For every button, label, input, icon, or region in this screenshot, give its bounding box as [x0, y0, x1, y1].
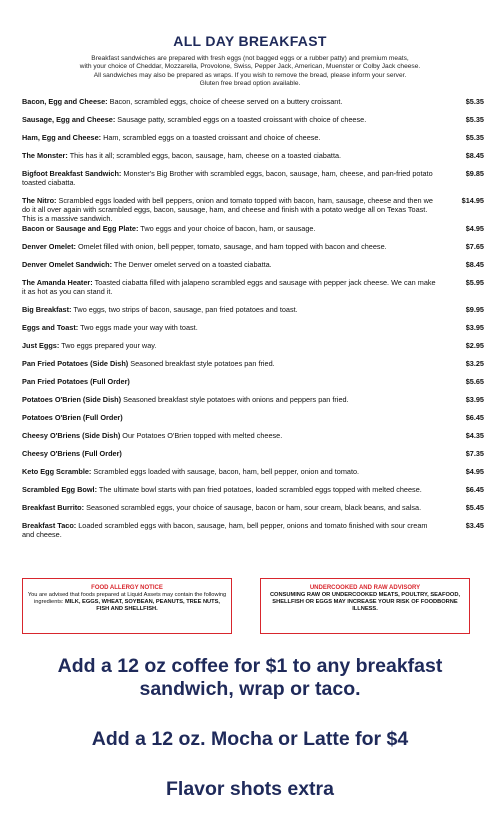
- menu-item-description: [22, 521, 440, 539]
- menu-item-name: The Nitro:: [22, 196, 57, 205]
- menu-item-description: [22, 224, 440, 233]
- menu-item-price: $7.35: [465, 449, 484, 458]
- menu-item-price: $9.85: [465, 169, 484, 178]
- menu-item-text: Bacon, scrambled eggs, choice of cheese served on a buttery croissant.: [107, 97, 343, 106]
- menu-item-description: [22, 97, 440, 106]
- menu-item-name: Bacon, Egg and Cheese:: [22, 97, 108, 106]
- menu-item-text: Scrambled eggs loaded with bell peppers, onion and tomato topped with bacon, ham, sausage, cheese and then we do it all over again with scrambled eggs, bacon, sausage, ham, and cheese and finish with a potato wedge all on Texas Toast. This is a massive sandwich.: [22, 196, 433, 223]
- allergy-text-bold: MILK, EGGS, WHEAT, SOYBEAN, PEANUTS, TREE NUTS, FISH AND SHELLFISH.: [64, 599, 221, 613]
- menu-item-price: $5.35: [465, 115, 484, 124]
- food-allergy-notice: [22, 578, 232, 634]
- menu-item: [22, 503, 484, 512]
- menu-item-text: Our Potatoes O'Brien topped with melted cheese.: [120, 431, 283, 440]
- menu-item: [22, 260, 484, 269]
- menu-item-name: Denver Omelet Sandwich:: [22, 260, 113, 269]
- menu-item-text: Two eggs, two strips of bacon, sausage, pan fried potatoes and toast.: [71, 305, 298, 314]
- menu-item-text: Seasoned scrambled eggs, your choice of sausage, bacon or ham, sour cream, black beans, and salsa.: [84, 503, 422, 512]
- menu-item-description: [22, 278, 440, 296]
- menu-item-text: The Denver omelet served on a toasted ciabatta.: [112, 260, 272, 269]
- coffee-promo: Add a 12 oz coffee for $1 to any breakfast sandwich, wrap or taco.: [57, 655, 443, 700]
- menu-item: [22, 449, 484, 458]
- menu-item-description: [22, 413, 440, 422]
- menu-item-name: The Amanda Heater:: [22, 278, 93, 287]
- menu-item-price: $14.95: [461, 196, 484, 205]
- menu-item-name: Big Breakfast:: [22, 305, 72, 314]
- menu-item-name: Scrambled Egg Bowl:: [22, 485, 98, 494]
- menu-item-price: $5.65: [465, 377, 484, 386]
- menu-item-price: $9.95: [465, 305, 484, 314]
- menu-item-text: This has it all; scrambled eggs, bacon, sausage, ham, cheese on a toasted ciabatta.: [67, 151, 342, 160]
- menu-item-price: $3.95: [465, 395, 484, 404]
- intro-line: Gluten free bread option available.: [199, 79, 301, 87]
- menu-item: [22, 341, 484, 350]
- menu-item-price: $3.25: [465, 359, 484, 368]
- menu-item-text: Scrambled eggs loaded with sausage, bacon, ham, bell pepper, onion and tomato.: [91, 467, 360, 476]
- menu-item-price: $6.45: [465, 413, 484, 422]
- menu-item-name: Eggs and Toast:: [22, 323, 79, 332]
- menu-item-text: Monster's Big Brother with scrambled eggs, bacon, sausage, ham, cheese, and pan-fried potato toasted ciabatta.: [22, 169, 433, 187]
- menu-item-price: $4.95: [465, 224, 484, 233]
- menu-item-description: [22, 323, 440, 332]
- menu-item-description: [22, 359, 440, 368]
- raw-title: UNDERCOOKED AND RAW ADVISORY: [309, 585, 421, 591]
- menu-item: [22, 485, 484, 494]
- menu-item-description: [22, 485, 440, 494]
- menu-item-description: [22, 431, 440, 440]
- menu-item-text: Two eggs prepared your way.: [59, 341, 157, 350]
- menu-item-description: [22, 449, 440, 458]
- menu-item-description: [22, 151, 440, 160]
- menu-item-price: $6.45: [465, 485, 484, 494]
- menu-item-text: Toasted ciabatta filled with jalapeno scrambled eggs and sausage with pepper jack cheese. We can make it as hot as you can stand it.: [22, 278, 436, 296]
- menu-item: [22, 169, 484, 187]
- menu-item-description: [22, 395, 440, 404]
- intro-line: Breakfast sandwiches are prepared with fresh eggs (not bagged eggs or a rubber patty) and premium meats,: [91, 55, 409, 62]
- menu-item-text: Seasoned breakfast style potatoes with onions and peppers pan fried.: [121, 395, 349, 404]
- menu-item: [22, 196, 484, 223]
- menu-item: [22, 224, 484, 233]
- menu-item-price: $4.35: [465, 431, 484, 440]
- menu-item-price: $5.95: [465, 278, 484, 287]
- menu-item-description: [22, 503, 440, 512]
- menu-item-price: $5.45: [465, 503, 484, 512]
- menu-item-name: Pan Fried Potatoes (Side Dish): [22, 359, 129, 368]
- menu-item-text: Two eggs and your choice of bacon, ham, or sausage.: [138, 224, 316, 233]
- allergy-text: [27, 592, 227, 613]
- raw-advisory-notice: [260, 578, 470, 634]
- menu-item: [22, 521, 484, 539]
- menu-item-description: [22, 169, 440, 187]
- menu-item-text: The ultimate bowl starts with pan fried potatoes, loaded scrambled eggs topped with melted cheese.: [97, 485, 422, 494]
- page-title: ALL DAY BREAKFAST: [173, 33, 327, 49]
- menu-item: [22, 151, 484, 160]
- menu-item-name: Breakfast Burrito:: [22, 503, 85, 512]
- menu-item: [22, 431, 484, 440]
- intro-line: All sandwiches may also be prepared as wraps. If you wish to remove the bread, please inform your server.: [93, 71, 407, 79]
- menu-item: [22, 413, 484, 422]
- menu-item-text: Two eggs made your way with toast.: [78, 323, 198, 332]
- intro-line: with your choice of Cheddar, Mozzarella, Provolone, Swiss, Pepper Jack, American, Muenster or Colby Jack cheese.: [79, 63, 421, 71]
- menu-item-name: Cheesy O'Briens (Side Dish): [22, 431, 121, 440]
- raw-text: CONSUMING RAW OR UNDERCOOKED MEATS, POULTRY, SEAFOOD, SHELLFISH OR EGGS MAY INCREASE YOUR RISK OF FOODBORNE ILLNESS.: [269, 592, 461, 613]
- menu-item: [22, 395, 484, 404]
- menu-item: [22, 115, 484, 124]
- menu-item-name: The Monster:: [22, 151, 68, 160]
- menu-items-list: [22, 97, 484, 548]
- mocha-promo: Add a 12 oz. Mocha or Latte for $4: [91, 728, 409, 750]
- menu-item-text: Ham, scrambled eggs on a toasted croissant and choice of cheese.: [101, 133, 321, 142]
- menu-item-name: Sausage, Egg and Cheese:: [22, 115, 116, 124]
- menu-item-price: $2.95: [465, 341, 484, 350]
- intro-text: [28, 55, 472, 88]
- menu-item-description: [22, 377, 440, 386]
- menu-item-price: $3.95: [465, 323, 484, 332]
- menu-item-name: Just Eggs:: [22, 341, 60, 350]
- menu-item-name: Keto Egg Scramble:: [22, 467, 92, 476]
- menu-item-name: Bigfoot Breakfast Sandwich:: [22, 169, 122, 178]
- menu-item-price: $5.35: [465, 97, 484, 106]
- menu-item-price: $4.95: [465, 467, 484, 476]
- menu-item: [22, 467, 484, 476]
- allergy-text-plain: You are advised that foods prepared at Liquid Assets may contain the following ingredients:: [27, 592, 227, 606]
- menu-item-text: Loaded scrambled eggs with bacon, sausage, ham, bell pepper, onions and tomato finished with sour cream and cheese.: [22, 521, 428, 539]
- menu-item-name: Potatoes O'Brien (Full Order): [22, 413, 123, 422]
- menu-item-description: [22, 115, 440, 124]
- menu-item-name: Potatoes O'Brien (Side Dish): [22, 395, 122, 404]
- menu-item: [22, 323, 484, 332]
- menu-item-name: Cheesy O'Briens (Full Order): [22, 449, 122, 458]
- menu-item-description: [22, 260, 440, 269]
- flavor-promo: Flavor shots extra: [166, 778, 334, 800]
- menu-item-text: Seasoned breakfast style potatoes pan fried.: [128, 359, 275, 368]
- menu-item: [22, 133, 484, 142]
- menu-item-description: [22, 242, 440, 251]
- menu-item: [22, 359, 484, 368]
- menu-item-price: $8.45: [465, 260, 484, 269]
- menu-item-description: [22, 196, 440, 223]
- menu-item-name: Breakfast Taco:: [22, 521, 77, 530]
- menu-item-description: [22, 467, 440, 476]
- menu-item-text: Omelet filled with onion, bell pepper, tomato, sausage, and ham topped with bacon and cheese.: [75, 242, 387, 251]
- menu-item-price: $7.65: [465, 242, 484, 251]
- menu-item-price: $3.45: [465, 521, 484, 530]
- menu-item-description: [22, 305, 440, 314]
- menu-item-price: $8.45: [465, 151, 484, 160]
- menu-item: [22, 377, 484, 386]
- menu-item-name: Bacon or Sausage and Egg Plate:: [22, 224, 139, 233]
- menu-item-description: [22, 341, 440, 350]
- allergy-title: FOOD ALLERGY NOTICE: [91, 585, 163, 591]
- menu-item: [22, 278, 484, 296]
- menu-item: [22, 97, 484, 106]
- menu-item-name: Pan Fried Potatoes (Full Order): [22, 377, 130, 386]
- menu-item: [22, 305, 484, 314]
- menu-item-text: Sausage patty, scrambled eggs on a toasted croissant with choice of cheese.: [115, 115, 367, 124]
- menu-item-name: Ham, Egg and Cheese:: [22, 133, 102, 142]
- menu-item-description: [22, 133, 440, 142]
- menu-item: [22, 242, 484, 251]
- menu-item-price: $5.35: [465, 133, 484, 142]
- menu-item-name: Denver Omelet:: [22, 242, 76, 251]
